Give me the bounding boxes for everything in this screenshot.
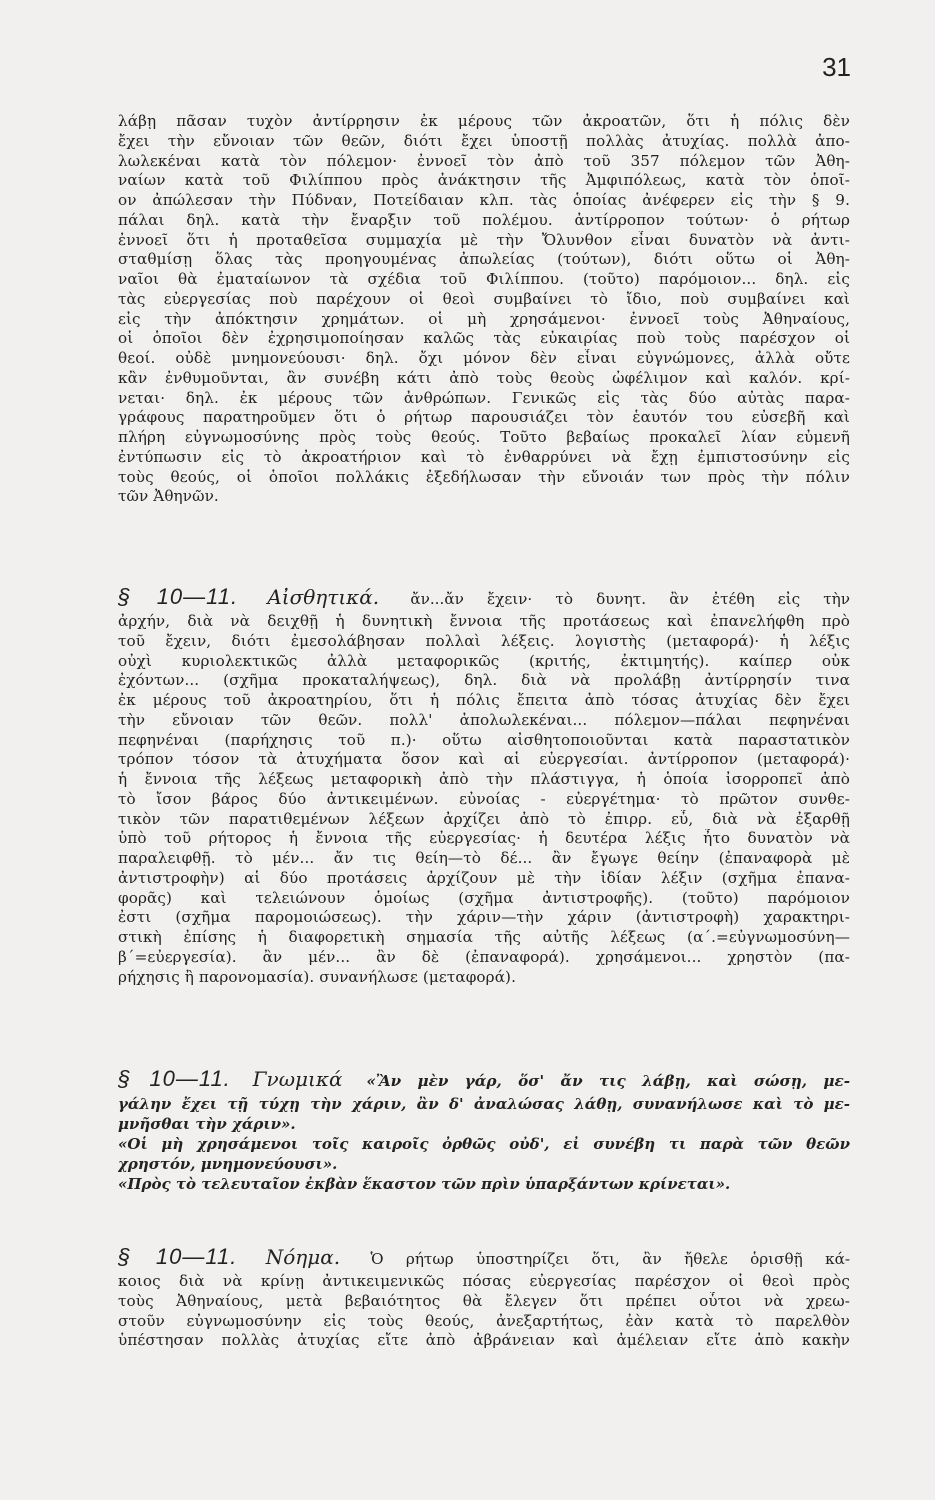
text-line: κἂν ἐνθυμοῦνται, ἂν συνέβη κάτι ἀπὸ τοὺς θεοὺς ὠφέλιμον καὶ καλόν. κρί- [118, 368, 850, 387]
quote-line: «Πρὸς τὸ τελευταῖον ἐκβὰν ἕκαστον τῶν πρὶν ὑπαρξάντων κρίνεται». [118, 1175, 731, 1193]
text-line: ρήχησις ἢ παρονομασία). συνανήλωσε (μεταφορά). [118, 967, 517, 986]
text-line: τικὸν τῶν παρατιθεμένων λέξεων ἀρχίζει ἀπὸ τὸ ἐπιρρ. εὖ, διὰ νὰ ἐξαρθῇ [118, 809, 850, 828]
section-heading-line [118, 582, 850, 612]
text-line: ἐννοεῖ ὅτι ἡ προταθεῖσα συμμαχία μὲ τὴν Ὄλυνθον εἶναι δυνατὸν νὰ ἀντι- [118, 230, 850, 249]
text-line: οὐχὶ κυριολεκτικῶς ἀλλὰ μεταφορικῶς (κριτής, ἐκτιμητής). καίπερ οὐκ [118, 651, 850, 670]
text-line: λωλεκέναι κατὰ τὸν πόλεμον· ἐννοεῖ τὸν ἀπὸ τοῦ 357 πόλεμον τῶν Ἀθη- [118, 151, 850, 170]
text-line: ναῖοι θὰ ἐματαίωνον τὰ σχέδια τοῦ Φιλίππου. (τοῦτο) παρόμοιον... δηλ. εἰς [118, 270, 850, 288]
commentary-paragraph [118, 112, 850, 507]
text-line: τὰς εὐεργεσίας ποὺ παρέχουν οἱ θεοὶ συμβαίνει τὸ ἴδιο, ποὺ συμβαίνει καὶ [118, 289, 850, 308]
text-line: ὑπὸ τοῦ ρήτορος ἡ ἔννοια τῆς εὐεργεσίας· ἡ δευτέρα λέξις ἦτο δυνατὸν νὰ [118, 829, 850, 848]
section-first-line: «Ἂν μὲν γάρ, ὅσ' ἄν τις λάβῃ, καὶ σώσῃ, με- [366, 1072, 850, 1090]
quote-line: χρηστόν, μνημονεύουσι». [118, 1155, 338, 1173]
section-gnomic [118, 1064, 850, 1194]
page-number: 31 [822, 52, 851, 82]
text-line: παραλειφθῇ. τὸ μέν... ἄν τις θείη—τὸ δέ... ἂν ἔγωγε θείην (ἐπαναφορὰ μὲ [118, 849, 850, 867]
section-title: Γνωμικά [252, 1067, 343, 1091]
section-heading-line [118, 1064, 850, 1094]
text-line: β΄=εὐεργεσία). ἂν μέν... ἂν δὲ (ἐπαναφορά). χρησάμενοι... χρηστὸν (πα- [118, 947, 850, 966]
text-line: γράφους παρατηροῦμεν ὅτι ὁ ρήτωρ παρουσιάζει τὸν ἑαυτόν του εὐσεβῆ καὶ [118, 408, 850, 427]
quote-line: «Οἱ μὴ χρησάμενοι τοῖς καιροῖς ὀρθῶς οὐδ', εἰ συνέβη τι παρὰ τῶν θεῶν [118, 1135, 850, 1153]
text-line: ἐστι (σχῆμα παρομοιώσεως). τὴν χάριν—τὴν χάριν (ἀντιστροφὴ) χαρακτηρι- [118, 908, 850, 927]
text-line: πάλαι δηλ. κατὰ τὴν ἔναρξιν τοῦ πολέμου. ἀντίρροπον τούτων· ὁ ρήτωρ [118, 210, 850, 229]
text-line: θεοί. οὐδὲ μνημονεύουσι· δηλ. ὄχι μόνον δὲν εἶναι εὐγνώμονες, ἀλλὰ οὔτε [118, 349, 850, 367]
text-line: στικὴ ἐπίσης ἡ διαφορετικὴ σημασία τῆς αὐτῆς λέξεως (α΄.=εὐγνωμοσύνη— [118, 928, 850, 946]
section-number: § 10—11. [118, 584, 239, 609]
text-line: τὸ ἴσον βάρος δύο ἀντικειμένων. εὐνοίας - εὐεργέτημα· τὸ πρῶτον συνθε- [118, 789, 850, 808]
section-number: § 10—11. [118, 1244, 238, 1269]
text-line: πλήρη εὐγνωμοσύνης πρὸς τοὺς θεούς. Τοῦτο βεβαίως προκαλεῖ λίαν εὐμενῆ [118, 428, 850, 446]
section-first-line: ἄν...ἄν ἔχειν· τὸ δυνητ. ἂν ἐτέθη εἰς τὴν [410, 590, 850, 608]
text-line: νεται· δηλ. ἐκ μέρους τῶν ἀνθρώπων. Γενικῶς εἰς τὰς δύο αὐτὰς παρα- [118, 388, 850, 407]
text-line: στοῦν εὐγνωμοσύνην εἰς τοὺς θεούς, ἀνεξαρτήτως, ἐὰν κατὰ τὸ παρελθὸν [118, 1311, 850, 1330]
text-line: ἐντύπωσιν εἰς τὸ ἀκροατήριον καὶ τὸ ἐνθαρρύνει νὰ ἔχῃ ἐμπιστοσύνην εἰς [118, 447, 850, 466]
text-line: εἰς τὴν ἀπόκτησιν χρημάτων. οἱ μὴ χρησάμενοι· ἐννοεῖ τοὺς Ἀθηναίους, [118, 309, 850, 328]
quote-line: γάλην ἔχει τῇ τύχῃ τὴν χάριν, ἂν δ' ἀναλώσας λάθῃ, συνανήλωσε καὶ τὸ με- [118, 1095, 850, 1113]
text-line: λάβῃ πᾶσαν τυχὸν ἀντίρρησιν ἐκ μέρους τῶν ἀκροατῶν, ὅτι ἡ πόλις δὲν [118, 112, 850, 130]
text-line: ἀντιστροφὴν) αἱ δύο προτάσεις ἀρχίζουν μὲ τὴν ἰδίαν λέξιν (σχῆμα ἐπανα- [118, 868, 850, 887]
text-line: τοῦ ἔχειν, διότι ἐμεσολάβησαν πολλαὶ λέξεις. λογιστὴς (μεταφορά)· ἡ λέξις [118, 631, 850, 650]
text-line: τοὺς θεούς, οἱ ὁποῖοι πολλάκις ἐξεδήλωσαν τὴν εὔνοιάν των πρὸς τὴν πόλιν [118, 467, 850, 486]
text-line: πεφηνέναι (παρήχησις τοῦ π.)· οὕτω αἰσθητοποιοῦνται κατὰ παραστατικὸν [118, 730, 850, 749]
text-line: οἱ ὁποῖοι δὲν ἐχρησιμοποίησαν καλῶς τὰς εὐκαιρίας ποὺ τοὺς παρέσχον οἱ [118, 329, 850, 348]
text-line: ναίων κατὰ τοῦ Φιλίππου πρὸς ἀνάκτησιν τῆς Ἀμφιπόλεως, κατὰ τὸν ὁποῖ- [118, 171, 850, 190]
text-line: ἔχει τὴν εὔνοιαν τῶν θεῶν, διότι ἔχει ὑποστῇ πολλὰς ἀτυχίας. πολλὰ ἀπο- [118, 131, 850, 150]
section-number: § 10—11. [118, 1066, 231, 1091]
section-title: Αἰσθητικά. [267, 585, 380, 609]
text-line: τοὺς Ἀθηναίους, μετὰ βεβαιότητος θὰ ἔλεγεν ὅτι πρέπει οὗτοι νὰ χρεω- [118, 1291, 850, 1310]
section-heading-line [118, 1242, 850, 1272]
text-line: ἡ ἔννοια τῆς λέξεως μεταφορικὴ ἀπὸ τὴν πλάστιγγα, ἡ ὁποία ἰσορροπεῖ ἀπὸ [118, 770, 850, 788]
text-line: ἀρχήν, διὰ νὰ δειχθῇ ἡ δυνητικὴ ἔννοια τῆς προτάσεως καὶ ἐπανελήφθη πρὸ [118, 612, 850, 630]
section-title: Νόημα. [265, 1245, 341, 1269]
section-meaning [118, 1242, 850, 1351]
text-line: τῶν Ἀθηνῶν. [118, 487, 219, 506]
text-line: ὑπέστησαν πολλὰς ἀτυχίας εἴτε ἀπὸ ἀβράνειαν καὶ ἀμέλειαν εἴτε ἀπὸ κακὴν [118, 1331, 850, 1350]
text-line: κοιος διὰ νὰ κρίνῃ ἀντικειμενικῶς πόσας εὐεργεσίας παρέσχον οἱ θεοὶ πρὸς [118, 1272, 850, 1290]
section-aesthetic [118, 582, 850, 987]
quote-line: μνῆσθαι τὴν χάριν». [118, 1115, 296, 1133]
text-line: ον ἀπώλεσαν τὴν Πύδναν, Ποτείδαιαν κλπ. τὰς ὁποίας ἀνέφερεν εἰς τὴν § 9. [118, 191, 850, 209]
text-line: ἐκ μέρους τοῦ ἀκροατηρίου, ὅτι ἡ πόλις ἔπειτα ἀπὸ τόσας ἀτυχίας δὲν ἔχει [118, 691, 850, 709]
section-first-line: Ὁ ρήτωρ ὑποστηρίζει ὅτι, ἂν ἤθελε ὁρισθῇ κά- [370, 1250, 850, 1268]
text-line: σταθμίσῃ ὅλας τὰς προηγουμένας ἀπωλείας (τούτων), διότι οὕτω οἱ Ἀθη- [118, 250, 850, 269]
text-line: φορᾶς) καὶ τελειώνουν ὁμοίως (σχῆμα ἀντιστροφῆς). (τοῦτο) παρόμοιον [118, 888, 850, 907]
text-line: ἐχόντων... (σχῆμα προκαταλήψεως), δηλ. διὰ νὰ προλάβῃ ἀντίρρησίν τινα [118, 671, 850, 690]
text-line: τὴν εὔνοιαν τῶν θεῶν. πολλ' ἀπολωλεκέναι... πόλεμον—πάλαι πεφηνέναι [118, 710, 850, 729]
text-line: τρόπον τόσον τὰ ἀτυχήματα ὅσον καὶ αἱ εὐεργεσίαι. ἀντίρροπον (μεταφορά)· [118, 750, 850, 769]
